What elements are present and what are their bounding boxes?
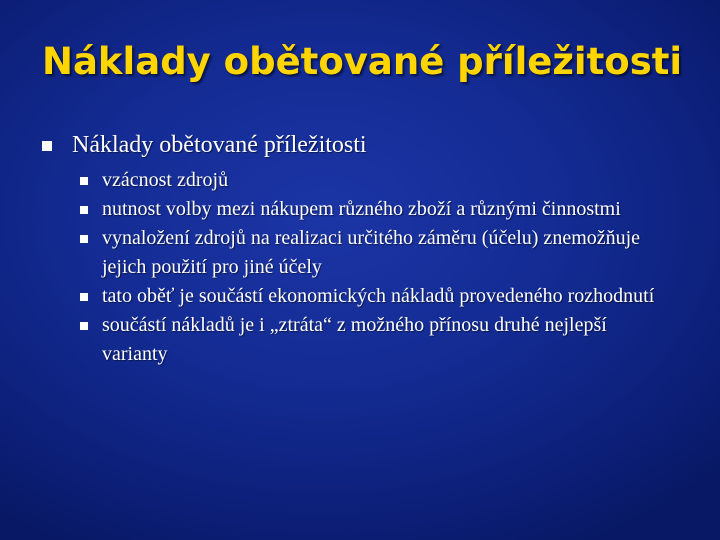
sub-bullet-item xyxy=(80,195,682,224)
square-bullet-icon xyxy=(80,293,88,301)
square-bullet-icon xyxy=(80,177,88,185)
sub-bullet-text: vzácnost zdrojů xyxy=(102,169,229,191)
sub-bullet-text: nutnost volby mezi nákupem různého zboží a různými činnostmi xyxy=(102,198,621,220)
bullet-text: Náklady obětované příležitosti xyxy=(72,132,367,158)
square-bullet-icon xyxy=(80,235,88,243)
sub-bullet-text: součástí nákladů je i „ztráta“ z možného přínosu druhé nejlepší varianty xyxy=(102,314,607,365)
sub-bullet-item xyxy=(80,282,682,311)
sub-bullet-text: tato oběť je součástí ekonomických nákladů provedeného rozhodnutí xyxy=(102,285,655,307)
slide-title: Náklady obětované příležitosti xyxy=(42,40,683,83)
sub-bullet-item xyxy=(80,224,682,282)
sub-bullet-list xyxy=(80,166,682,369)
bullet-list xyxy=(42,130,682,369)
square-bullet-icon xyxy=(80,206,88,214)
sub-bullet-item xyxy=(80,166,682,195)
bullet-item xyxy=(42,130,682,160)
sub-bullet-item xyxy=(80,311,682,369)
square-bullet-icon xyxy=(42,141,52,151)
sub-bullet-text: vynaložení zdrojů na realizaci určitého záměru (účelu) znemožňuje jejich použití pro jiné účely xyxy=(102,227,641,278)
square-bullet-icon xyxy=(80,322,88,330)
